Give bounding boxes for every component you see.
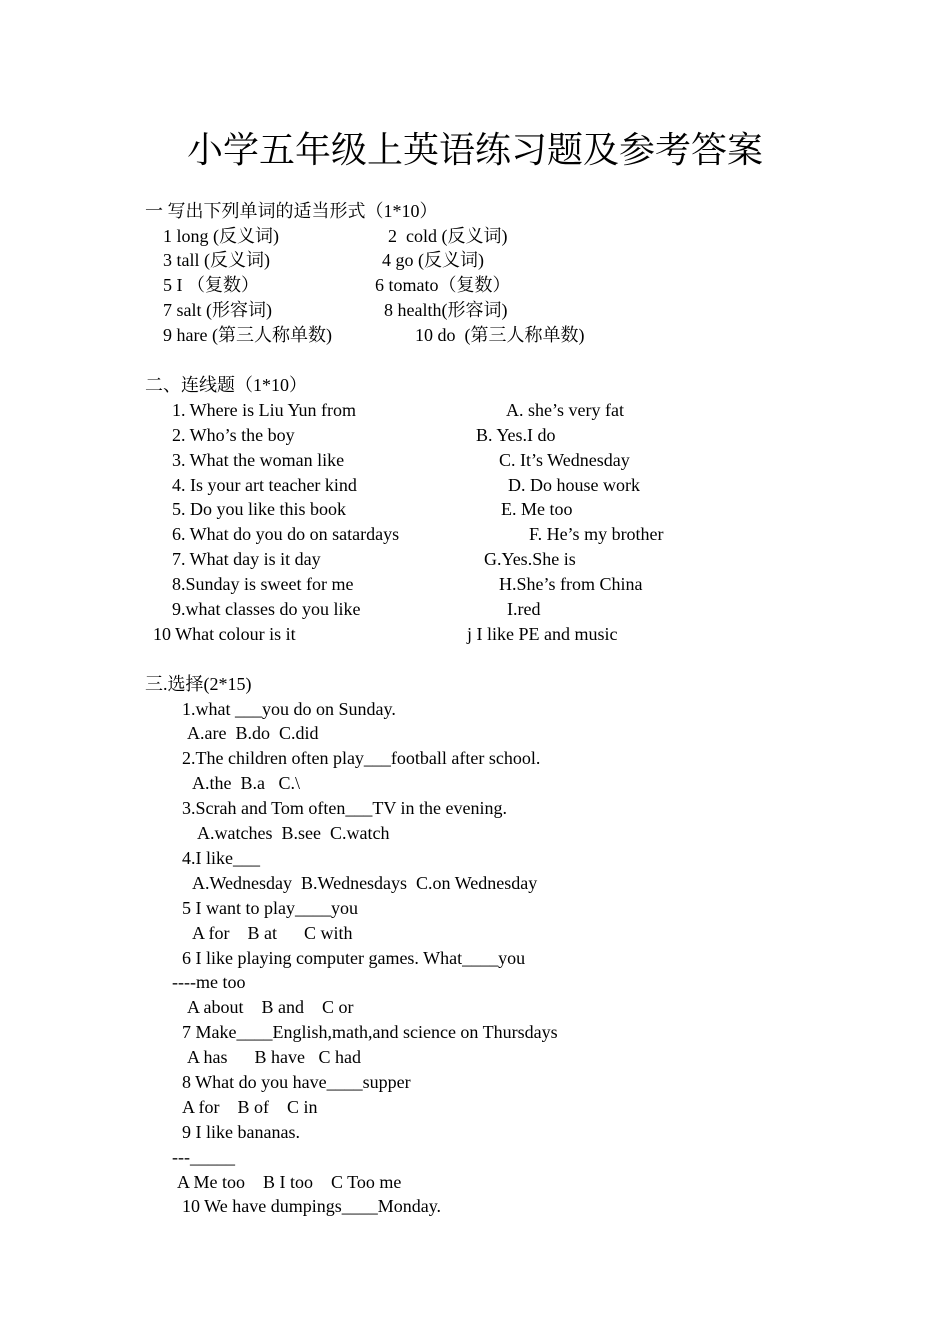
- match-question: 10 What colour is it: [153, 624, 296, 644]
- match-answer: B. Yes.I do: [476, 425, 556, 445]
- choice-question: ---_____: [172, 1147, 235, 1167]
- word-item: 9 hare (第三人称单数): [163, 325, 332, 345]
- word-item: 2 cold (反义词): [388, 226, 508, 246]
- match-question: 2. Who’s the boy: [172, 425, 295, 445]
- match-answer: j I like PE and music: [467, 624, 618, 644]
- choice-question: 9 I like bananas.: [182, 1122, 300, 1142]
- match-answer: E. Me too: [501, 499, 573, 519]
- match-question: 3. What the woman like: [172, 450, 345, 470]
- section2-heading: 二、连线题（1*10）: [145, 375, 307, 395]
- choice-options: A Me too B I too C Too me: [177, 1172, 402, 1192]
- choice-options: A.the B.a C.\: [192, 773, 300, 793]
- match-question: 9.what classes do you like: [172, 599, 361, 619]
- choice-question: 3.Scrah and Tom often___TV in the evening.: [182, 798, 508, 818]
- choice-question: 2.The children often play___football after school.: [182, 748, 541, 768]
- word-item: 1 long (反义词): [163, 226, 279, 246]
- choice-options: A for B of C in: [182, 1097, 318, 1117]
- choice-question: 7 Make____English,math,and science on Thursdays: [182, 1022, 558, 1042]
- match-question: 5. Do you like this book: [172, 499, 346, 519]
- match-answer: H.She’s from China: [499, 574, 643, 594]
- choice-options: A about B and C or: [187, 997, 354, 1017]
- match-answer: C. It’s Wednesday: [499, 450, 630, 470]
- choice-question: 4.I like___: [182, 848, 260, 868]
- choice-question: 6 I like playing computer games. What____you: [182, 948, 526, 968]
- match-answer: F. He’s my brother: [529, 524, 664, 544]
- choice-question: ----me too: [172, 972, 246, 992]
- choice-options: A.Wednesday B.Wednesdays C.on Wednesday: [192, 873, 538, 893]
- word-item: 3 tall (反义词): [163, 250, 270, 270]
- word-item: 6 tomato（复数）: [375, 275, 511, 295]
- choice-question: 8 What do you have____supper: [182, 1072, 411, 1092]
- page-title: 小学五年级上英语练习题及参考答案: [186, 130, 763, 170]
- word-item: 10 do (第三人称单数): [415, 325, 585, 345]
- match-question: 7. What day is it day: [172, 549, 321, 569]
- match-question: 8.Sunday is sweet for me: [172, 574, 354, 594]
- choice-question: 10 We have dumpings____Monday.: [182, 1196, 442, 1216]
- match-question: 4. Is your art teacher kind: [172, 475, 357, 495]
- choice-question: 5 I want to play____you: [182, 898, 358, 918]
- choice-options: A.watches B.see C.watch: [197, 823, 390, 843]
- word-item: 4 go (反义词): [382, 250, 484, 270]
- section1-heading: 一 写出下列单词的适当形式（1*10）: [145, 201, 438, 221]
- match-answer: G.Yes.She is: [484, 549, 576, 569]
- match-answer: D. Do house work: [508, 475, 640, 495]
- match-question: 1. Where is Liu Yun from: [172, 400, 356, 420]
- choice-options: A.are B.do C.did: [187, 723, 319, 743]
- word-item: 7 salt (形容词): [163, 300, 272, 320]
- match-answer: A. she’s very fat: [506, 400, 624, 420]
- word-item: 8 health(形容词): [384, 300, 508, 320]
- choice-question: 1.what ___you do on Sunday.: [182, 699, 396, 719]
- match-answer: I.red: [507, 599, 541, 619]
- choice-options: A has B have C had: [187, 1047, 361, 1067]
- section3-heading: 三.选择(2*15): [145, 674, 252, 694]
- match-question: 6. What do you do on satardays: [172, 524, 400, 544]
- choice-options: A for B at C with: [192, 923, 353, 943]
- word-item: 5 I （复数）: [163, 275, 259, 295]
